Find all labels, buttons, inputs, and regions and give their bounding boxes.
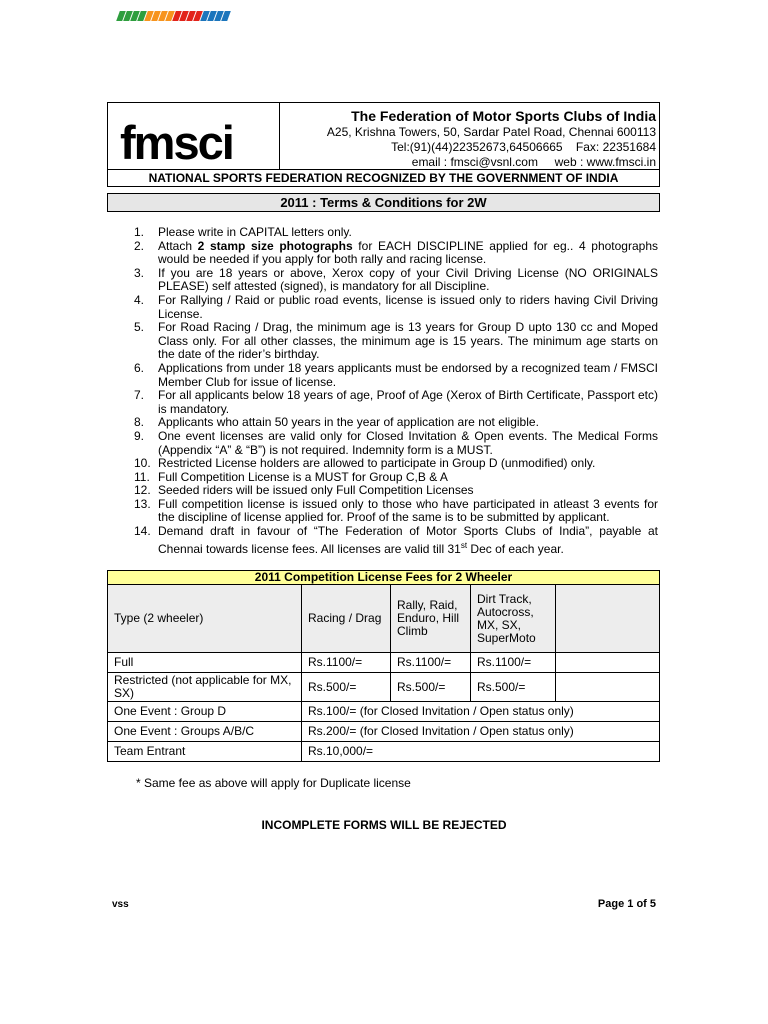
- term-emphasis: 2 stamp size photographs: [197, 238, 353, 253]
- term-number: 9.: [134, 428, 145, 443]
- organization-phone-fax: Tel:(91)(44)22352673,64506665 Fax: 22351684: [391, 140, 656, 154]
- term-number: 8.: [134, 415, 145, 430]
- term-number: 13.: [134, 496, 151, 511]
- fee-type: Full: [108, 653, 302, 673]
- term-item: 3. If you are 18 years or above, Xerox copy of your Civil Driving License (NO ORIGINALS PLEASE) self attested (signed), is mandatory for all Discipline.: [134, 265, 658, 294]
- fee-racing: Rs.1100/=: [302, 653, 391, 673]
- term-number: 6.: [134, 360, 145, 375]
- fee-blank: [556, 673, 660, 702]
- term-number: 4.: [134, 292, 145, 307]
- fee-type: Team Entrant: [108, 742, 302, 762]
- fee-table-title: 2011 Competition License Fees for 2 Wheeler: [108, 571, 660, 585]
- fee-table: [107, 570, 660, 762]
- header-type: Type (2 wheeler): [108, 585, 302, 653]
- table-row: [108, 653, 660, 673]
- term-item: 14. Demand draft in favour of “The Federation of Motor Sports Clubs of India”, payable at Chennai towards license fees. All licenses are valid till 31st Dec of each year.: [134, 524, 658, 556]
- term-number: 2.: [134, 238, 145, 253]
- term-number: 5.: [134, 320, 145, 335]
- term-item: 2. Attach 2 stamp size photographs for EACH DISCIPLINE applied for eg.. 4 photographs would be needed if you apply for both rally and racing license.: [134, 238, 658, 267]
- organization-info: [284, 107, 656, 170]
- terms-list: [134, 226, 658, 556]
- table-row: [108, 673, 660, 702]
- fee-dirt: Rs.500/=: [471, 673, 556, 702]
- fee-rally: Rs.500/=: [391, 673, 471, 702]
- table-row: [108, 722, 660, 742]
- fee-type: One Event : Group D: [108, 702, 302, 722]
- term-item: 13. Full competition license is issued only to those who have participated in atleast 3 events for the discipline of license applied for. Proof of the same is to be submitted by applicant.: [134, 496, 658, 525]
- letterhead: [107, 102, 660, 187]
- fee-value: Rs.200/= (for Closed Invitation / Open status only): [302, 722, 660, 742]
- organization-name: The Federation of Motor Sports Clubs of India: [351, 108, 656, 124]
- fee-type: Restricted (not applicable for MX, SX): [108, 673, 302, 702]
- table-row: [108, 702, 660, 722]
- term-number: 10.: [134, 456, 151, 471]
- term-number: 1.: [134, 225, 145, 239]
- fee-dirt: Rs.1100/=: [471, 653, 556, 673]
- ordinal-suffix: st: [460, 540, 468, 550]
- term-item: 10. Restricted License holders are allowed to participate in Group D (unmodified) only.: [134, 456, 596, 471]
- organization-email-web: email : fmsci@vsnl.com web : www.fmsci.in: [411, 155, 656, 169]
- term-item: 12. Seeded riders will be issued only Full Competition Licenses: [134, 483, 474, 498]
- header-blank: [556, 585, 660, 653]
- term-number: 11.: [134, 469, 150, 484]
- fee-type: One Event : Groups A/B/C: [108, 722, 302, 742]
- term-number: 3.: [134, 265, 145, 280]
- term-item: 1. Please write in CAPITAL letters only.: [134, 225, 352, 239]
- fee-value: Rs.100/= (for Closed Invitation / Open status only): [302, 702, 660, 722]
- fee-rally: Rs.1100/=: [391, 653, 471, 673]
- header-dirt-track: Dirt Track, Autocross, MX, SX, SuperMoto: [471, 585, 556, 653]
- term-number: 12.: [134, 483, 151, 498]
- footer-initials: vss: [112, 899, 129, 910]
- term-item: 11. Full Competition License is a MUST for Group C,B & A: [134, 469, 448, 484]
- header-rally: Rally, Raid, Enduro, Hill Climb: [391, 585, 471, 653]
- logo-color-stripes: [118, 8, 266, 18]
- page-number: Page 1 of 5: [597, 898, 656, 910]
- term-item: 4. For Rallying / Raid or public road events, license is issued only to riders having Civil Driving License.: [134, 292, 658, 321]
- logo-cell: [108, 103, 280, 169]
- recognition-banner: NATIONAL SPORTS FEDERATION RECOGNIZED BY THE GOVERNMENT OF INDIA: [108, 169, 659, 186]
- incomplete-forms-warning: INCOMPLETE FORMS WILL BE REJECTED: [261, 818, 507, 832]
- fee-value: Rs.10,000/=: [302, 742, 660, 762]
- header-racing-drag: Racing / Drag: [302, 585, 391, 653]
- fee-blank: [556, 653, 660, 673]
- terms-title: 2011 : Terms & Conditions for 2W: [107, 193, 660, 212]
- term-item: 9. One event licenses are valid only for Closed Invitation & Open events. The Medical Forms (Appendix “A” & “B”) is not required. Indemnity form is a MUST.: [134, 428, 658, 457]
- term-number: 14.: [134, 524, 151, 539]
- term-item: 5. For Road Racing / Drag, the minimum age is 13 years for Group D upto 130 cc and Moped Class only. For all other classes, the minimum age is 15 years. The minimum age starts on the date of the rider’s birthday.: [134, 320, 658, 362]
- term-number: 7.: [134, 388, 145, 403]
- table-row: [108, 742, 660, 762]
- fee-racing: Rs.500/=: [302, 673, 391, 702]
- fmsci-logo: fmsci: [120, 116, 233, 169]
- term-item: 6. Applications from under 18 years applicants must be endorsed by a recognized team / FMSCI Member Club for issue of license.: [134, 360, 658, 389]
- term-item: 7. For all applicants below 18 years of age, Proof of Age (Xerox of Birth Certificate, Passport etc) is mandatory.: [134, 388, 658, 416]
- term-item: 8. Applicants who attain 50 years in the year of application are not eligible.: [134, 415, 539, 430]
- organization-address: A25, Krishna Towers, 50, Sardar Patel Road, Chennai 600113: [326, 125, 656, 139]
- duplicate-license-note: * Same fee as above will apply for Duplicate license: [136, 776, 411, 790]
